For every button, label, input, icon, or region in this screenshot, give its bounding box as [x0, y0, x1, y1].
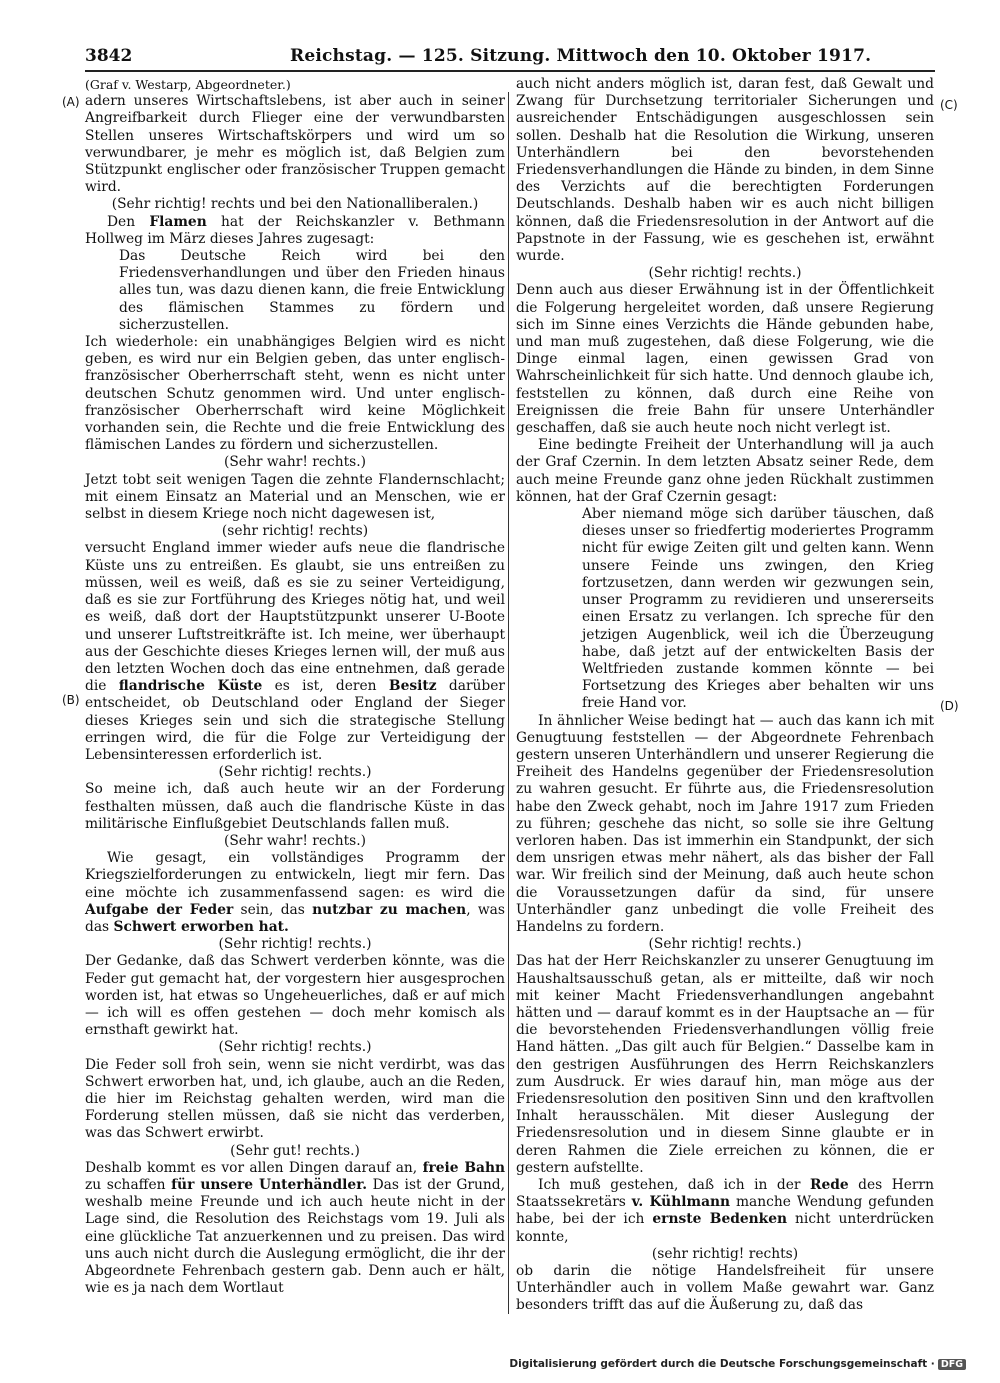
- emphasis: flandrische Küste: [118, 678, 263, 695]
- emphasis: Besitz: [388, 678, 437, 695]
- running-title: Reichstag. — 125. Sitzung. Mittwoch den 10. Oktober 1917.: [290, 46, 872, 66]
- paragraph: Den Flamen hat der Reichskanzler v. Bethmann Hollweg im März dieses Jahres zugesagt:: [85, 213, 506, 247]
- digitization-credit: [509, 1358, 966, 1370]
- interjection: (Sehr richtig! rechts.): [218, 936, 372, 953]
- interjection: (Sehr richtig! rechts.): [218, 1039, 372, 1056]
- interjection: (Sehr gut! rechts.): [230, 1142, 360, 1159]
- interjection: (Sehr wahr! rechts.): [223, 832, 367, 849]
- interjection: (Sehr richtig! rechts und bei den Nationalliberalen.): [111, 196, 479, 213]
- margin-marker-b: (B): [62, 693, 80, 707]
- emphasis: nutzbar zu machen: [312, 901, 467, 918]
- margin-marker-d: (D): [940, 699, 959, 713]
- paragraph: Deshalb kommt es vor allen Dingen darauf an, freie Bahn zu schaffen für unsere Unterhändler. Das ist der Grund, weshalb meine Freunde und ich auch heute nicht in der Lage sind, die Resolution des Reichstags vom 19. Juli als eine glückliche Tat anzuerkennen und zu preisen. Das wird uns auch nicht durch die Auslegung ermöglicht, die ihr der Abgeordnete Fehrenbach gestern gab. Denn auch er hält, wie es ja nach dem Wortlaut: [85, 1159, 506, 1297]
- paragraph: Denn auch aus dieser Erwähnung ist in der Öffentlichkeit die Folgerung hergeleitet worden, daß unsere Regierung sich im Sinne eines Verzichts die Hände gebunden habe, und man muß zugestehen, daß diese Folgerung, wie die Dinge einmal lagen, einen gewissen Grad von Wahrscheinlichkeit für sich hatte. Und dennoch glaube ich, feststellen zu können, daß durch eine Reihe von Ereignissen die freie Bahn für unsere Unterhändler geschaffen, daß sie auch heute noch nicht verlegt ist.: [516, 282, 934, 437]
- paragraph: Wie gesagt, ein vollständiges Programm der Kriegszielforderungen zu entwickeln, liegt mir fern. Das eine möchte ich zusammenfassend sagen: es wird die Aufgabe der Feder sein, das nutzbar zu machen, was das Schwert erworben hat.: [85, 850, 505, 935]
- dfg-logo: DFG: [938, 1359, 966, 1370]
- speaker-line: (Graf v. Westarp, Abgeordneter.): [85, 77, 291, 92]
- paragraph: ob darin die nötige Handelsfreiheit für unsere Unterhändler auch in vollem Maße gewahrt war. Ganz besonders trifft das auf die Äußerung zu, daß das: [516, 1263, 934, 1314]
- emphasis: Schwert erworben hat.: [113, 918, 289, 935]
- quotation: Das Deutsche Reich wird bei den Friedensverhandlungen und über den Frieden hinaus alles tun, was dazu dienen kann, die freie Entwicklung des flämischen Stammes zu fördern und sicherzustellen.: [119, 248, 505, 333]
- emphasis: freie Bahn: [422, 1159, 506, 1176]
- paragraph: Die Feder soll froh sein, wenn sie nicht verdirbt, was das Schwert erworben hat, und, ich glaube, auch an die Reden, die hier im Reichstag gehalten werden, wird man die Forderung stellen müssen, daß sie nicht das verderben, was das Schwert erwirbt.: [85, 1056, 505, 1142]
- left-column: [85, 76, 505, 1297]
- emphasis: Rede: [810, 1177, 849, 1193]
- page-header: [85, 44, 935, 72]
- paragraph: adern unseres Wirtschaftslebens, ist aber auch in seiner Angreifbarkeit durch Flieger eine der verwundbarsten Stellen unseres Wirtschaftskörpers und wird um so verwundbarer, je mehr es möglich ist, daß Belgien zum Stützpunkt englischer oder französischer Truppen gemacht wird.: [85, 93, 505, 196]
- emphasis: v. Kühlmann: [631, 1194, 731, 1211]
- paragraph: Ich wiederhole: ein unabhängiges Belgien wird es nicht geben, es wird nur ein Belgien geben, das unter englisch-französischer Oberherrschaft steht, wenn es nicht unter deutschen Schutz genommen wird. Und unter englisch-französischer Oberherrschaft wird keine Möglichkeit vorhanden sein, die Rechte und die freie Entwicklung des flämischen Landes zu fördern und sicherzustellen.: [85, 334, 505, 454]
- credit-text: Digitalisierung gefördert durch die Deutsche Forschungsgemeinschaft ·: [509, 1358, 935, 1370]
- paragraph: Eine bedingte Freiheit der Unterhandlung will ja auch der Graf Czernin. In dem letzten Absatz seiner Rede, dem auch meine Freunde ganz ohne jeden Rückhalt zustimmen können, hat der Graf Czernin gesagt:: [516, 437, 934, 505]
- interjection: (Sehr wahr! rechts.): [223, 454, 367, 471]
- paragraph: In ähnlicher Weise bedingt hat — auch das kann ich mit Genugtuung feststellen — der Abgeordnete Fehrenbach gestern unseren Unterhändlern und unserer Regierung die Freiheit des Handelns gegenüber der Friedensresolution zu wahren gesucht. Er führte aus, die Friedensresolution habe den Zweck gehabt, noch im Jahre 1917 zum Frieden zu führen; geschehe das nicht, so solle sie ihre Geltung verloren haben. Das ist immerhin ein Standpunkt, der sich dem unsrigen etwas mehr nähert, als das bisher der Fall war. Wir freilich sind der Meinung, daß auch heute schon die Voraussetzungen dafür da sind, für unsere Unterhändler ganz unbedingt die volle Freiheit des Handelns zu fordern.: [516, 712, 934, 935]
- margin-marker-c: (C): [940, 98, 958, 112]
- interjection: (Sehr richtig! rechts.): [648, 936, 802, 953]
- emphasis: ernste Bedenken: [652, 1211, 788, 1228]
- page-number: 3842: [85, 46, 133, 66]
- emphasis: Aufgabe der Feder: [85, 901, 234, 918]
- interjection: (Sehr richtig! rechts.): [648, 265, 802, 282]
- interjection: (sehr richtig! rechts): [651, 1245, 799, 1262]
- paragraph: Das hat der Herr Reichskanzler zu unserer Genugtuung im Haushaltsausschuß getan, als er mitteilte, daß wir noch mit keiner Macht Friedensverhandlungen angebahnt hätten und — darauf kommt es in der Hauptsache an — für die bevorstehenden Friedensverhandlungen völlig freie Hand hätten. „Das gilt auch für Belgien.“ Dasselbe kam in den gestrigen Ausführungen des Herrn Reichskanzlers zum Ausdruck. Er wies darauf hin, man möge aus der Friedensresolution den positiven Sinn und den kraftvollen Inhalt herausschälen. Mit dieser Auslegung der Friedensresolution und in diesem Sinne glaubte er in deren Rahmen die Ziele erreichen zu können, die er gestern aufstellte.: [516, 953, 934, 1176]
- quotation: Aber niemand möge sich darüber täuschen, daß dieses unser so friedfertig moderiertes Programm nicht für ewige Zeiten gilt und gelten kann. Wenn unsere Feinde uns zwingen, den Krieg fortzusetzen, dann werden wir gezwungen sein, unser Programm zu revidieren und unsererseits einen Ersatz zu verlangen. Ich spreche für den jetzigen Augenblick, weil ich die Überzeugung habe, daß jetzt auf der entwickelten Basis der Weltfrieden zustande kommen könnte — bei Fortsetzung des Krieges aber behalten wir uns freie Hand vor.: [582, 506, 934, 712]
- emphasis: für unsere Unterhändler.: [171, 1177, 367, 1193]
- paragraph: So meine ich, daß auch heute wir an der Forderung festhalten müssen, daß auch die flandrische Küste in das militärische Einflußgebiet Deutschlands fallen muß.: [85, 781, 505, 832]
- column-divider: [508, 92, 509, 1314]
- right-column: [516, 76, 934, 1315]
- paragraph: Der Gedanke, daß das Schwert verderben könnte, was die Feder gut gemacht hat, der vorgestern hier ausgesprochen worden ist, hat etwas so Ungeheuerliches, daß er auf mich — ich will es offen gestehen — doch mehr komisch als ernsthaft gewirkt hat.: [85, 953, 505, 1039]
- emphasis: Flamen: [149, 213, 207, 230]
- interjection: (sehr richtig! rechts): [221, 523, 369, 540]
- paragraph: auch nicht anders möglich ist, daran fest, daß Gewalt und Zwang für Durchsetzung territorialer Sicherungen und ausreichender Entschädigungen ausgeschlossen sein sollen. Deshalb hat die Resolution die Wirkung, unseren Unterhändlern bei den bevorstehenden Friedensverhandlungen die Hände zu binden, in dem Sinne des Verzichts auf die berechtigten Forderungen Deutschlands. Deshalb haben wir es auch nicht billigen können, daß die Friedensresolution in der Antwort auf die Papstnote in der Fassung, wie es geschehen ist, erwähnt wurde.: [516, 76, 934, 265]
- margin-marker-a: (A): [62, 95, 80, 109]
- paragraph: Ich muß gestehen, daß ich in der Rede des Herrn Staatssekretärs v. Kühlmann manche Wendung gefunden habe, bei der ich ernste Bedenken nicht unterdrücken konnte,: [516, 1177, 935, 1245]
- paragraph: Jetzt tobt seit wenigen Tagen die zehnte Flandernschlacht; mit einem Einsatz an Material und an Menschen, wie er selbst in diesem Kriege noch nicht dagewesen ist,: [85, 471, 505, 523]
- interjection: (Sehr richtig! rechts.): [218, 764, 372, 781]
- paragraph: versucht England immer wieder aufs neue die flandrische Küste uns zu entreißen. Es glaubt, sie uns entreißen zu müssen, weil es weiß, daß es sie zu seiner Verteidigung, daß es sie zur Fortführung des Krieges nötig hat, und weil es weiß, daß dort der Hauptstützpunkt unserer U-Boote und unserer Luftstreitkräfte ist. Ich meine, wer überhaupt aus der Geschichte dieses Krieges lernen will, der muß aus den letzten Wochen doch das eine entnehmen, daß gerade die flandrische Küste es ist, deren Besitz darüber entscheidet, ob Deutschland oder England der Sieger dieses Krieges sein und sich die strategische Stellung erringen wird, die für die Folge zur Verteidigung der Lebensinteressen erforderlich ist.: [85, 540, 506, 763]
